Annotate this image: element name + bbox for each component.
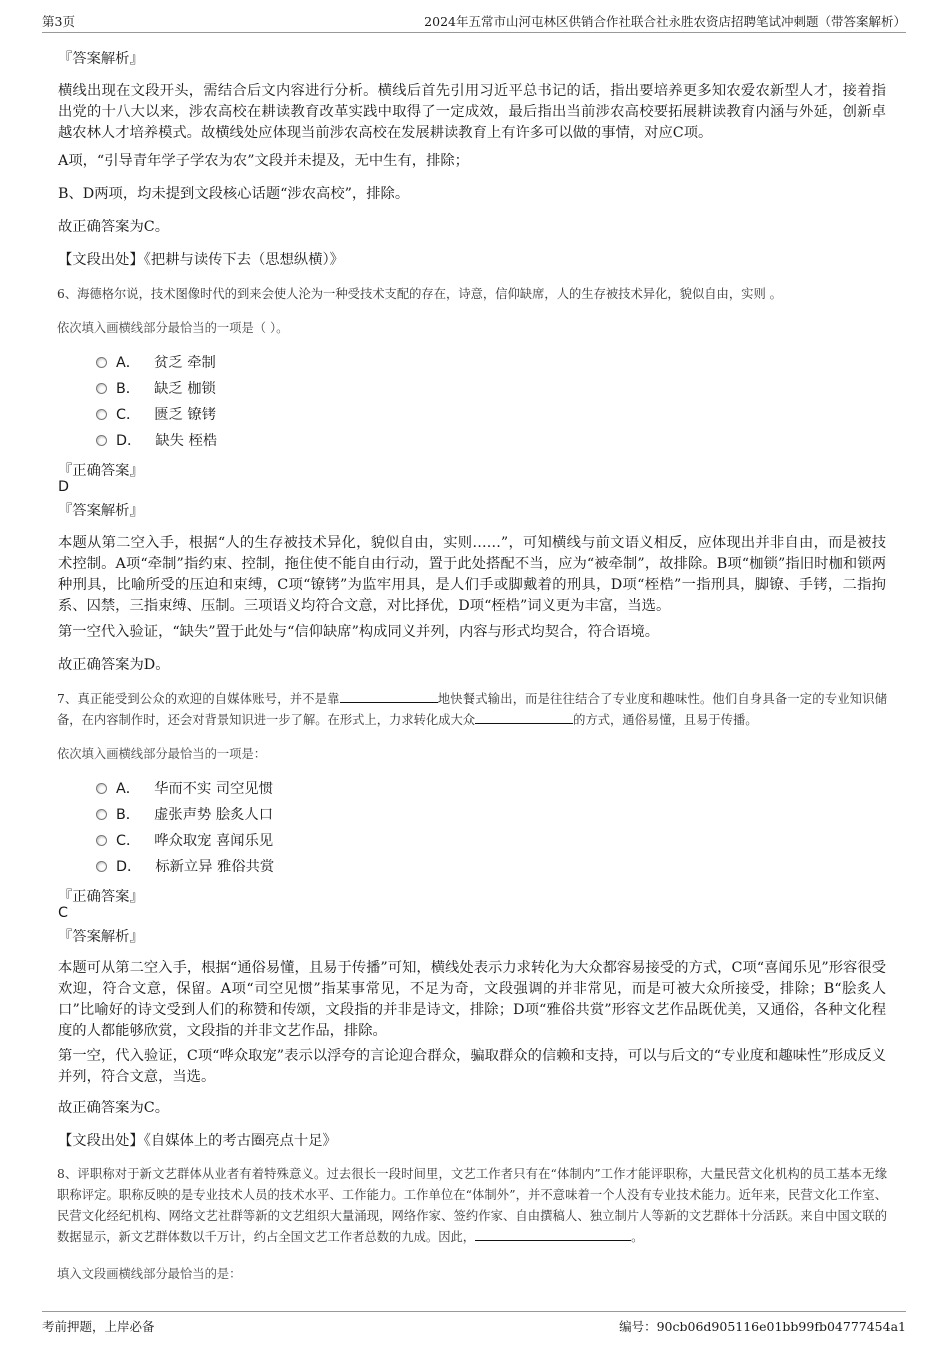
q5-analysis-label: 『答案解析』: [58, 51, 144, 67]
q7-analysis-paragraph-2: 第一空，代入验证，C项“哗众取宠”表示以浮夸的言论迎合群众，骗取群众的信赖和支持，可以与后文的“专业度和趣味性”形成反义并列，符合文意，当选。: [58, 1048, 886, 1085]
radio-icon[interactable]: [96, 809, 107, 820]
q6-analysis-paragraph-1: 本题从第二空入手，根据“人的生存被技术异化，貌似自由，实则……”，可知横线与前文语义相反，应体现出并非自由，而是被技术控制。A项“牵制”指约束、控制，拖住使不能自由行动，置于此处搭配不当，应为“被牵制”，故排除。B项“枷锁”指旧时枷和锁两种刑具，比喻所受的压迫和束缚，C项“镣铐”为监牢用具，是人们手或脚戴着的刑具，D项“桎梏”一指刑具，脚镣、手铐，二指拘系、囚禁，三指束缚、压制。三项语义均符合文意，对比择优，D项“桎梏”词义更为丰富，当选。: [58, 535, 886, 614]
q5-source: 【文段出处】《把耕与读传下去（思想纵横）》: [58, 252, 344, 268]
q7-answer-label: 『正确答案』: [58, 889, 144, 905]
q6-answer-label: 『正确答案』: [58, 463, 144, 479]
q7-option-c[interactable]: C． 哗众取宠 喜闻乐见: [96, 831, 273, 851]
radio-icon[interactable]: [96, 783, 107, 794]
q6-conclusion: 故正确答案为D。: [58, 657, 170, 673]
q7-analysis-label: 『答案解析』: [58, 929, 144, 945]
radio-icon[interactable]: [96, 861, 107, 872]
q6-analysis-label: 『答案解析』: [58, 503, 144, 519]
q6-analysis-paragraph-2: 第一空代入验证，“缺失”置于此处与“信仰缺席”构成同义并列，内容与形式均契合，符合语境。: [58, 624, 660, 640]
q8-prompt: 填入文段画横线部分最恰当的是：: [57, 1267, 242, 1281]
q7-option-a[interactable]: A． 华而不实 司空见惯: [96, 779, 273, 799]
document-title: 2024年五常市山河屯林区供销合作社联合社永胜农资店招聘笔试冲刺题（带答案解析）: [424, 14, 906, 29]
page-footer: [42, 1311, 906, 1342]
document-code: 编号：90cb06d905116e01bb99fb04777454a1: [619, 1319, 906, 1334]
q7-analysis-paragraph-1: 本题可从第二空入手，根据“通俗易懂，且易于传播”可知，横线处表示力求转化为大众都容易接受的方式，C项“喜闻乐见”形容很受欢迎，符合文意，保留。A项“司空见惯”指某事常见，不足为奇，文段强调的并非常见，而是可被大众所接受，排除；B“脍炙人口”比喻好的诗文受到人们的称赞和传颂，文段指的并非是诗文，排除；D项“雅俗共赏”形容文艺作品既优美，又通俗，各种文化程度的人都能够欣赏，文段指的并非文艺作品，排除。: [58, 960, 886, 1039]
q7-option-b[interactable]: B． 虚张声势 脍炙人口: [96, 805, 273, 825]
q5-conclusion: 故正确答案为C。: [58, 219, 170, 235]
q6-option-a[interactable]: A． 贫乏 牵制: [96, 353, 216, 373]
q6-question: 6、海德格尔说，技术图像时代的到来会使人沦为一种受技术支配的存在，诗意，信仰缺席，人的生存被技术异化，貌似自由，实则 。: [57, 287, 782, 301]
radio-icon[interactable]: [96, 357, 107, 368]
q5-analysis-paragraph-3: B、D两项，均未提到文段核心话题“涉农高校”，排除。: [58, 186, 410, 202]
q6-prompt: 依次填入画横线部分最恰当的一项是（ ）。: [57, 321, 289, 335]
answer-blank: [475, 1228, 631, 1241]
radio-icon[interactable]: [96, 435, 107, 446]
q7-option-d[interactable]: D． 标新立异 雅俗共赏: [96, 857, 274, 877]
q6-answer: D: [58, 479, 70, 495]
q6-option-b[interactable]: B． 缺乏 枷锁: [96, 379, 216, 399]
q8-question: 8、评职称对于新文艺群体从业者有着特殊意义。过去很长一段时间里，文艺工作者只有在“体制内”工作才能评职称，大量民营文化机构的员工基本无缘职称评定。职称反映的是专业技术人员的技术水平、工作能力。工作单位在“体制外”，并不意味着一个人没有专业技术能力。近年来，民营文化工作室、民营文化经纪机构、网络文艺社群等新的文艺组织大量涌现，网络作家、签约作家、自由撰稿人、独立制片人等新的文艺群体十分活跃。来自中国文联的数据显示，新文艺群体数以千万计，约占全国文艺工作者总数的九成。因此， 。: [57, 1167, 887, 1244]
q5-analysis-paragraph-1: 横线出现在文段开头，需结合后文内容进行分析。横线后首先引用习近平总书记的话，指出要培养更多知农爱农新型人才，接着指出党的十八大以来，涉农高校在耕读教育改革实践中取得了一定成效，最后指出当前涉农高校要拓展耕读教育内涵与外延，创新卓越农林人才培养模式。故横线处应体现当前涉农高校在发展耕读教育上有许多可以做的事情，对应C项。: [58, 83, 886, 141]
q6-option-d[interactable]: D． 缺失 桎梏: [96, 431, 217, 451]
radio-icon[interactable]: [96, 835, 107, 846]
radio-icon[interactable]: [96, 383, 107, 394]
radio-icon[interactable]: [96, 409, 107, 420]
page-number: 第3页: [42, 14, 75, 29]
q7-question: 7、真正能受到公众的欢迎的自媒体账号，并不是靠 地快餐式输出，而是往往结合了专业度和趣味性。他们自身具备一定的专业知识储备，在内容制作时，还会对背景知识进一步了解。在形式上，力求转化成大众 的方式，通俗易懂，且易于传播。: [57, 692, 887, 727]
q7-answer: C: [58, 905, 68, 921]
q6-option-c[interactable]: C． 匮乏 镣铐: [96, 405, 216, 425]
q5-analysis-paragraph-2: A项，“引导青年学子学农为农”文段并未提及，无中生有，排除；: [58, 153, 469, 169]
answer-blank: [340, 690, 438, 703]
q7-prompt: 依次填入画横线部分最恰当的一项是：: [57, 747, 267, 761]
answer-blank: [475, 711, 573, 724]
q7-conclusion: 故正确答案为C。: [58, 1100, 170, 1116]
footer-slogan: 考前押题，上岸必备: [42, 1319, 155, 1334]
q7-source: 【文段出处】《自媒体上的考古圈亮点十足》: [58, 1133, 337, 1149]
page-header: [42, 10, 906, 33]
